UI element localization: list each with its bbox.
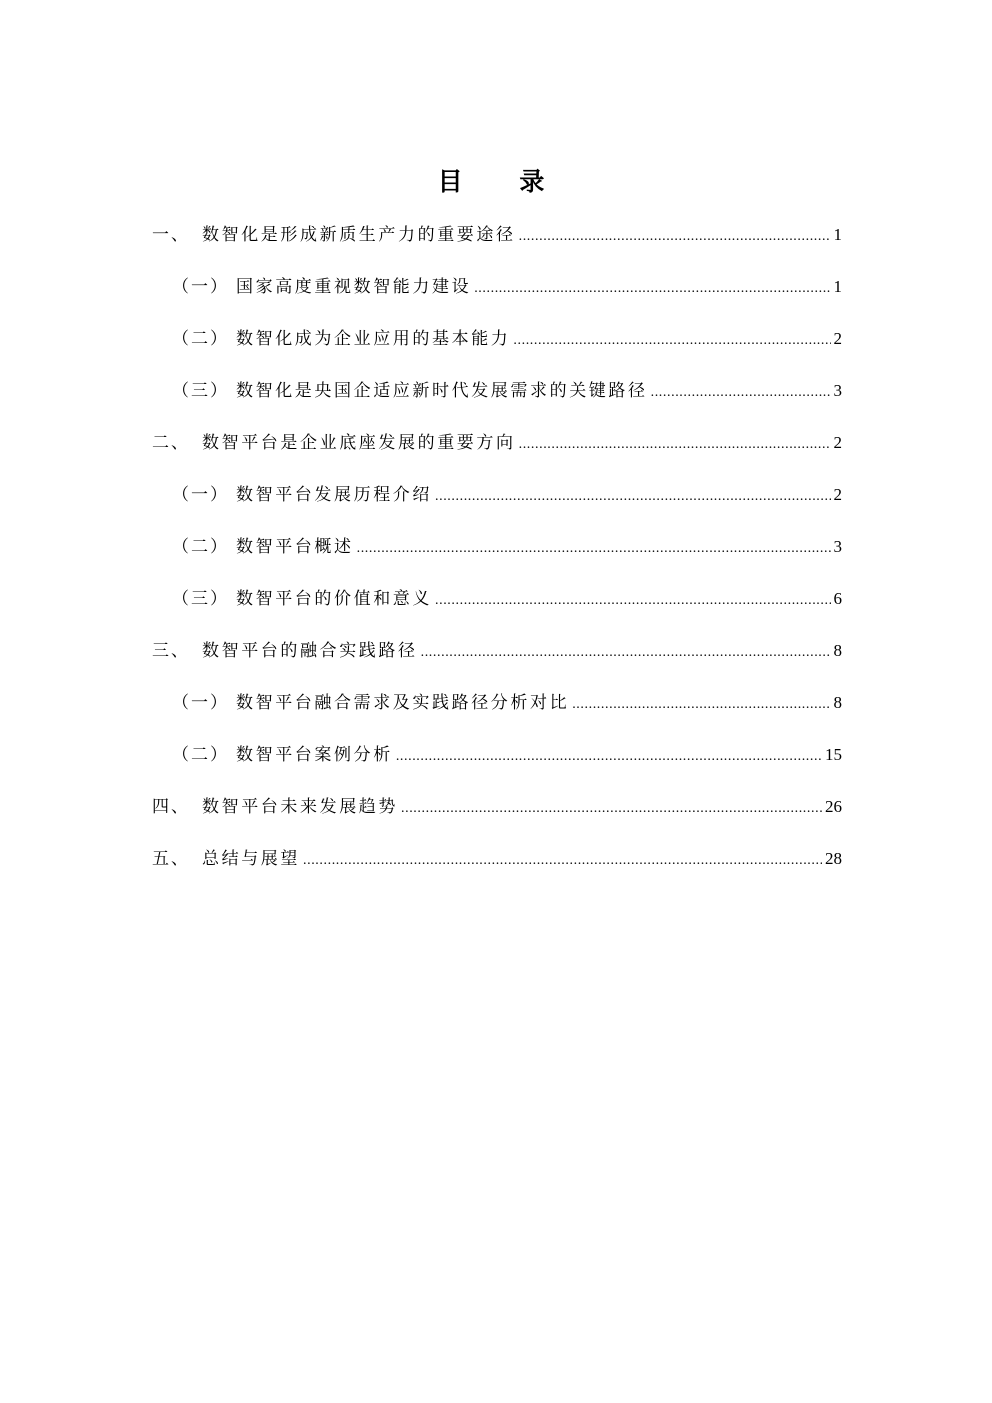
toc-entry-page: 2 [833,329,842,348]
toc-entry-number: （一） [172,485,229,505]
toc-title: 目 录 [437,167,569,196]
toc-entry-page: 2 [833,433,842,452]
toc-entry-number: 五、 [152,849,190,869]
toc-entry-number: 三、 [152,641,190,661]
toc-entry-title: 数智平台的价值和意义 [236,589,432,609]
toc-entry[interactable] [152,531,842,583]
toc-entry-title: 数智平台未来发展趋势 [202,797,398,817]
dot-leader [396,741,822,773]
toc-entry[interactable] [152,843,842,895]
toc-entry[interactable] [152,219,842,271]
dot-leader [421,637,831,669]
toc-entry-title: 数智化是形成新质生产力的重要途径 [202,225,516,245]
toc-entry-number: （二） [172,745,229,765]
toc-entry[interactable] [152,427,842,479]
toc-entry[interactable] [152,739,842,791]
toc-entry-number: （二） [172,537,229,557]
toc-entry-number: （三） [172,381,229,401]
dot-leader [519,221,831,253]
toc-entry-page: 3 [833,537,842,556]
toc-entry-number: （二） [172,329,229,349]
toc-entry-title: 数智平台的融合实践路径 [202,641,418,661]
toc-entry-page: 8 [833,641,842,660]
dot-leader [513,325,830,357]
toc-entry[interactable] [152,479,842,531]
toc-entry-title: 数智平台发展历程介绍 [236,485,432,505]
toc-entry-title: 数智平台是企业底座发展的重要方向 [202,433,516,453]
toc-entry-page: 28 [825,849,842,868]
toc-entry-title: 数智平台概述 [236,537,354,557]
dot-leader [474,273,830,305]
dot-leader [435,585,831,617]
toc-entry[interactable] [152,271,842,323]
dot-leader [435,481,831,513]
toc-entry-title: 国家高度重视数智能力建设 [236,277,472,297]
toc-entry[interactable] [152,583,842,635]
toc-entry-number: （一） [172,277,229,297]
toc-entry[interactable] [152,323,842,375]
dot-leader [572,689,830,721]
toc-entry-number: （一） [172,693,229,713]
toc-entry[interactable] [152,791,842,843]
toc-entry-number: 一、 [152,225,190,245]
toc-entry-page: 15 [825,745,842,764]
toc-entry-number: 四、 [152,797,190,817]
toc-entry[interactable] [152,635,842,687]
toc-entry-title: 总结与展望 [202,849,300,869]
dot-leader [401,793,822,825]
toc-entry-page: 8 [833,693,842,712]
toc-entry-page: 6 [833,589,842,608]
toc-entry-page: 26 [825,797,842,816]
toc-entry-number: 二、 [152,433,190,453]
toc-entry[interactable] [152,375,842,427]
dot-leader [519,429,831,461]
toc-entry-number: （三） [172,589,229,609]
dot-leader [357,533,831,565]
toc-entry[interactable] [152,687,842,739]
toc-entry-title: 数智平台案例分析 [236,745,393,765]
table-of-contents [152,219,842,895]
toc-entry-title: 数智化是央国企适应新时代发展需求的关键路径 [236,381,648,401]
toc-entry-title: 数智平台融合需求及实践路径分析对比 [236,693,570,713]
toc-entry-page: 1 [833,277,842,296]
toc-entry-page: 2 [833,485,842,504]
dot-leader [651,377,831,409]
toc-entry-title: 数智化成为企业应用的基本能力 [236,329,511,349]
toc-entry-page: 3 [833,381,842,400]
toc-entry-page: 1 [833,225,842,244]
dot-leader [303,845,822,877]
